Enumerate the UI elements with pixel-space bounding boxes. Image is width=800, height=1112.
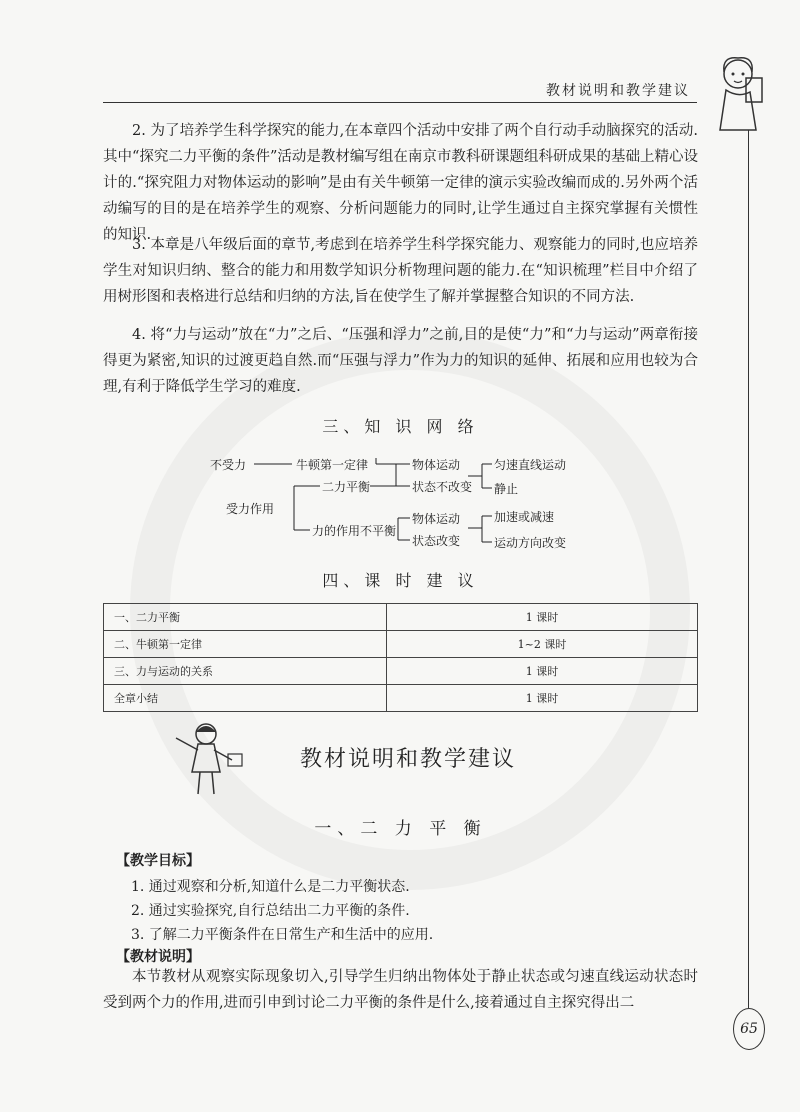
textbook-explanation-label: 【教材说明】 [116,949,200,965]
teacher-illustration-icon [170,718,250,798]
table-cell-topic: 一、二力平衡 [104,604,387,631]
table-cell-topic: 全章小结 [104,685,387,712]
table-row [104,604,698,631]
table-cell-hours: 1~2 课时 [387,631,698,658]
tree-rest: 静止 [494,482,519,496]
table-cell-hours: 1 课时 [387,685,698,712]
section-heading-lesson-hours: 四、课 时 建 议 [322,571,479,590]
table-cell-hours: 1 课时 [387,604,698,631]
subsection-heading-two-force-balance: 一、二 力 平 衡 [314,819,487,839]
tree-force-acting: 受力作用 [226,502,275,516]
chapter-title: 教材说明和教学建议 [300,747,517,772]
margin-rule [748,130,749,1008]
table-cell-topic: 二、牛顿第一定律 [104,631,387,658]
lesson-hours-table [103,603,698,712]
table-row [104,685,698,712]
teaching-goals-label: 【教学目标】 [116,853,200,869]
table-cell-hours: 1 课时 [387,658,698,685]
paragraph-3: 3. 本章是八年级后面的章节,考虑到在培养学生科学探究能力、观察能力的同时,也应培养学生对知识归纳、整合的能力和用数学知识分析物理问题的能力.在“知识梳理”栏目中介绍了用树形图和表格进行总结和归纳的方法,旨在使学生了解并掌握整合知识的不同方法. [103,237,698,305]
tree-no-force: 不受力 [210,458,247,472]
tree-unbalance: 力的作用不平衡 [312,524,397,538]
table-row [104,658,698,685]
tree-motion-1: 物体运动 [412,458,461,472]
paragraph-2: 2. 为了培养学生科学探究的能力,在本章四个活动中安排了两个自行动手动脑探究的活动.其中“探究二力平衡的条件”活动是教材编写组在南京市教科研课题组科研成果的基础上精心设计的.“探究阻力对物体运动的影响”是由有关牛顿第一定律的演示实验改编而成的.另外两个活动编写的目的是在培养学生的观察、分析问题能力的同时,让学生通过自主探究掌握有关惯性的知识. [103,123,698,243]
running-header: 教材说明和教学建议 [546,83,690,99]
section-heading-knowledge-network: 三、知 识 网 络 [322,417,479,436]
tree-state-unchanged: 状态不改变 [412,480,473,494]
page-number: 65 [733,1008,765,1050]
goal-item: 1. 通过观察和分析,知道什么是二力平衡状态. [131,879,410,895]
paragraph-4: 4. 将“力与运动”放在“力”之后、“压强和浮力”之前,目的是使“力”和“力与运动”两章衔接得更为紧密,知识的过渡更趋自然.而“压强与浮力”作为力的知识的延伸、拓展和应用也较为合理,有利于降低学生学习的难度. [103,327,698,395]
header-rule [103,102,697,103]
goal-item: 3. 了解二力平衡条件在日常生产和生活中的应用. [131,927,434,943]
tree-balance: 二力平衡 [322,480,371,494]
goal-item: 2. 通过实验探究,自行总结出二力平衡的条件. [131,903,410,919]
table-cell-topic: 三、力与运动的关系 [104,658,387,685]
tree-state-changed: 状态改变 [412,534,461,548]
tree-accel: 加速或减速 [494,510,555,524]
tree-motion-2: 物体运动 [412,512,461,526]
tree-uniform-motion: 匀速直线运动 [494,458,567,472]
tree-newton-first-law: 牛顿第一定律 [296,458,369,472]
explanation-paragraph: 本节教材从观察实际现象切入,引导学生归纳出物体处于静止状态或匀速直线运动状态时受到两个力的作用,进而引申到讨论二力平衡的条件是什么,接着通过自主探究得出二 [103,969,698,1011]
cartoon-reader-icon [712,52,772,132]
knowledge-tree-diagram [210,448,610,558]
table-row [104,631,698,658]
tree-direction-change: 运动方向改变 [494,536,567,550]
